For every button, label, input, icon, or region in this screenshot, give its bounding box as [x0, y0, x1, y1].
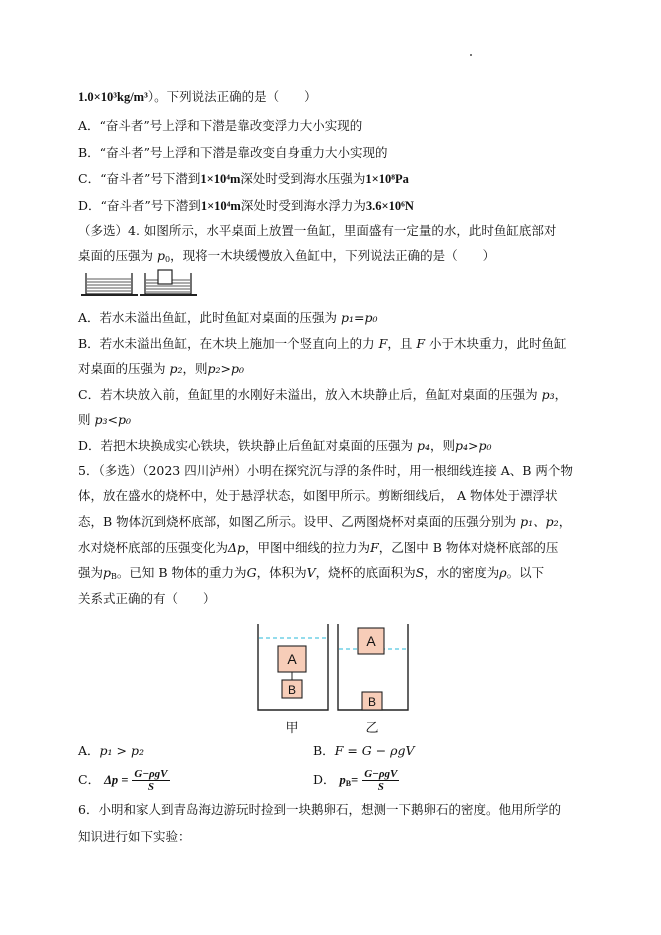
q5-option-d: D． $p_B=$ $\frac{\text{G−ρgV}}{S}$	[313, 768, 398, 793]
prev-option-d: D．“奋斗者”号下潜到1×10⁴m深处时受到海水浮力为3.6×10⁶N	[78, 198, 414, 213]
fish-tank-without-block	[81, 273, 138, 295]
q5-stem-line4: 水对烧杯底部的压强变化为Δp，甲图中细线的拉力为F，乙图中 B 物体对烧杯底部的压	[78, 540, 559, 555]
q5-stem-line1: 5．（多选）（2023 四川泸州）小明在探究沉与浮的条件时，用一根细线连接 A、B 两个物	[78, 463, 573, 478]
svg-text:甲: 甲	[285, 720, 299, 735]
fish-tank-figures	[78, 271, 198, 299]
prev-question-stem: 1.0×10³kg/m³）。下列说法正确的是（ ）	[78, 89, 317, 104]
q5-option-a: A．p₁ > p₂	[78, 743, 144, 758]
q5-stem-line2: 体，放在盛水的烧杯中，处于悬浮状态，如图甲所示。剪断细线后， A 物体处于漂浮状	[78, 488, 558, 503]
prev-option-c: C．“奋斗者”号下潜到1×10⁴m深处时受到海水压强为1×10⁸Pa	[78, 171, 409, 186]
q4-option-c-line2: 则 p₃<p₀	[78, 412, 131, 427]
q6-stem-line2: 知识进行如下实验：	[78, 829, 191, 844]
q4-option-c-line1: C．若木块放入前，鱼缸里的水刚好未溢出，放入木块静止后，鱼缸对桌面的压强为 p₃，	[78, 387, 568, 402]
q4-option-b-line1: B．若水未溢出鱼缸，在木块上施加一个竖直向上的力 F，且 F 小于木块重力，此时鱼缸	[78, 336, 567, 351]
q5-stem-line6: 关系式正确的有（ ）	[78, 591, 216, 606]
beaker-figures	[254, 620, 424, 740]
q4-stem-line1: （多选）4. 如图所示，水平桌面上放置一鱼缸，里面盛有一定量的水，此时鱼缸底部对	[78, 223, 557, 238]
q5-option-c: C． Δp = $\frac{\text{G−ρgV}}{S}$	[78, 768, 168, 793]
svg-text:乙: 乙	[365, 720, 379, 735]
q4-option-d: D．若把木块换成实心铁块，铁块静止后鱼缸对桌面的压强为 p₄，则p₄>p₀	[78, 438, 492, 453]
q5-stem-line5: 强为$p_B$。已知 B 物体的重力为G，体积为V，烧杯的底面积为S，水的密度为ρ。以下	[78, 565, 545, 581]
svg-text:A: A	[366, 633, 376, 649]
scan-speck	[470, 54, 472, 56]
beaker-yi	[338, 624, 408, 735]
prev-option-b: B．“奋斗者”号上浮和下潜是靠改变自身重力大小实现的	[78, 145, 388, 160]
beaker-jia	[258, 624, 328, 735]
q4-stem-line2: 桌面的压强为 $p_0$，现将一木块缓慢放入鱼缸中，下列说法正确的是（ ）	[78, 248, 496, 264]
q5-option-b: B．F = G − ρgV	[313, 743, 415, 758]
q5-stem-line3: 态，B 物体沉到烧杯底部，如图乙所示。设甲、乙两图烧杯对桌面的压强分别为 p₁、p₂，	[78, 514, 572, 529]
svg-text:B: B	[367, 695, 377, 709]
fraction-c: $\frac{\text{G−ρgV}}{S}$	[134, 768, 168, 793]
q4-option-b-line2: 对桌面的压强为 p₂，则p₂>p₀	[78, 361, 245, 376]
svg-text:A: A	[287, 651, 297, 667]
prev-option-a: A．“奋斗者”号上浮和下潜是靠改变浮力大小实现的	[78, 118, 363, 133]
fish-tank-with-block	[140, 270, 197, 295]
fraction-d: $\frac{\text{G−ρgV}}{S}$	[364, 768, 398, 793]
q6-stem-line1: 6．小明和家人到青岛海边游玩时捡到一块鹅卵石，想测一下鹅卵石的密度。他用所学的	[78, 802, 561, 817]
q4-option-a: A．若水未溢出鱼缸，此时鱼缸对桌面的压强为 p₁=p₀	[78, 310, 378, 325]
svg-text:B: B	[287, 683, 297, 697]
